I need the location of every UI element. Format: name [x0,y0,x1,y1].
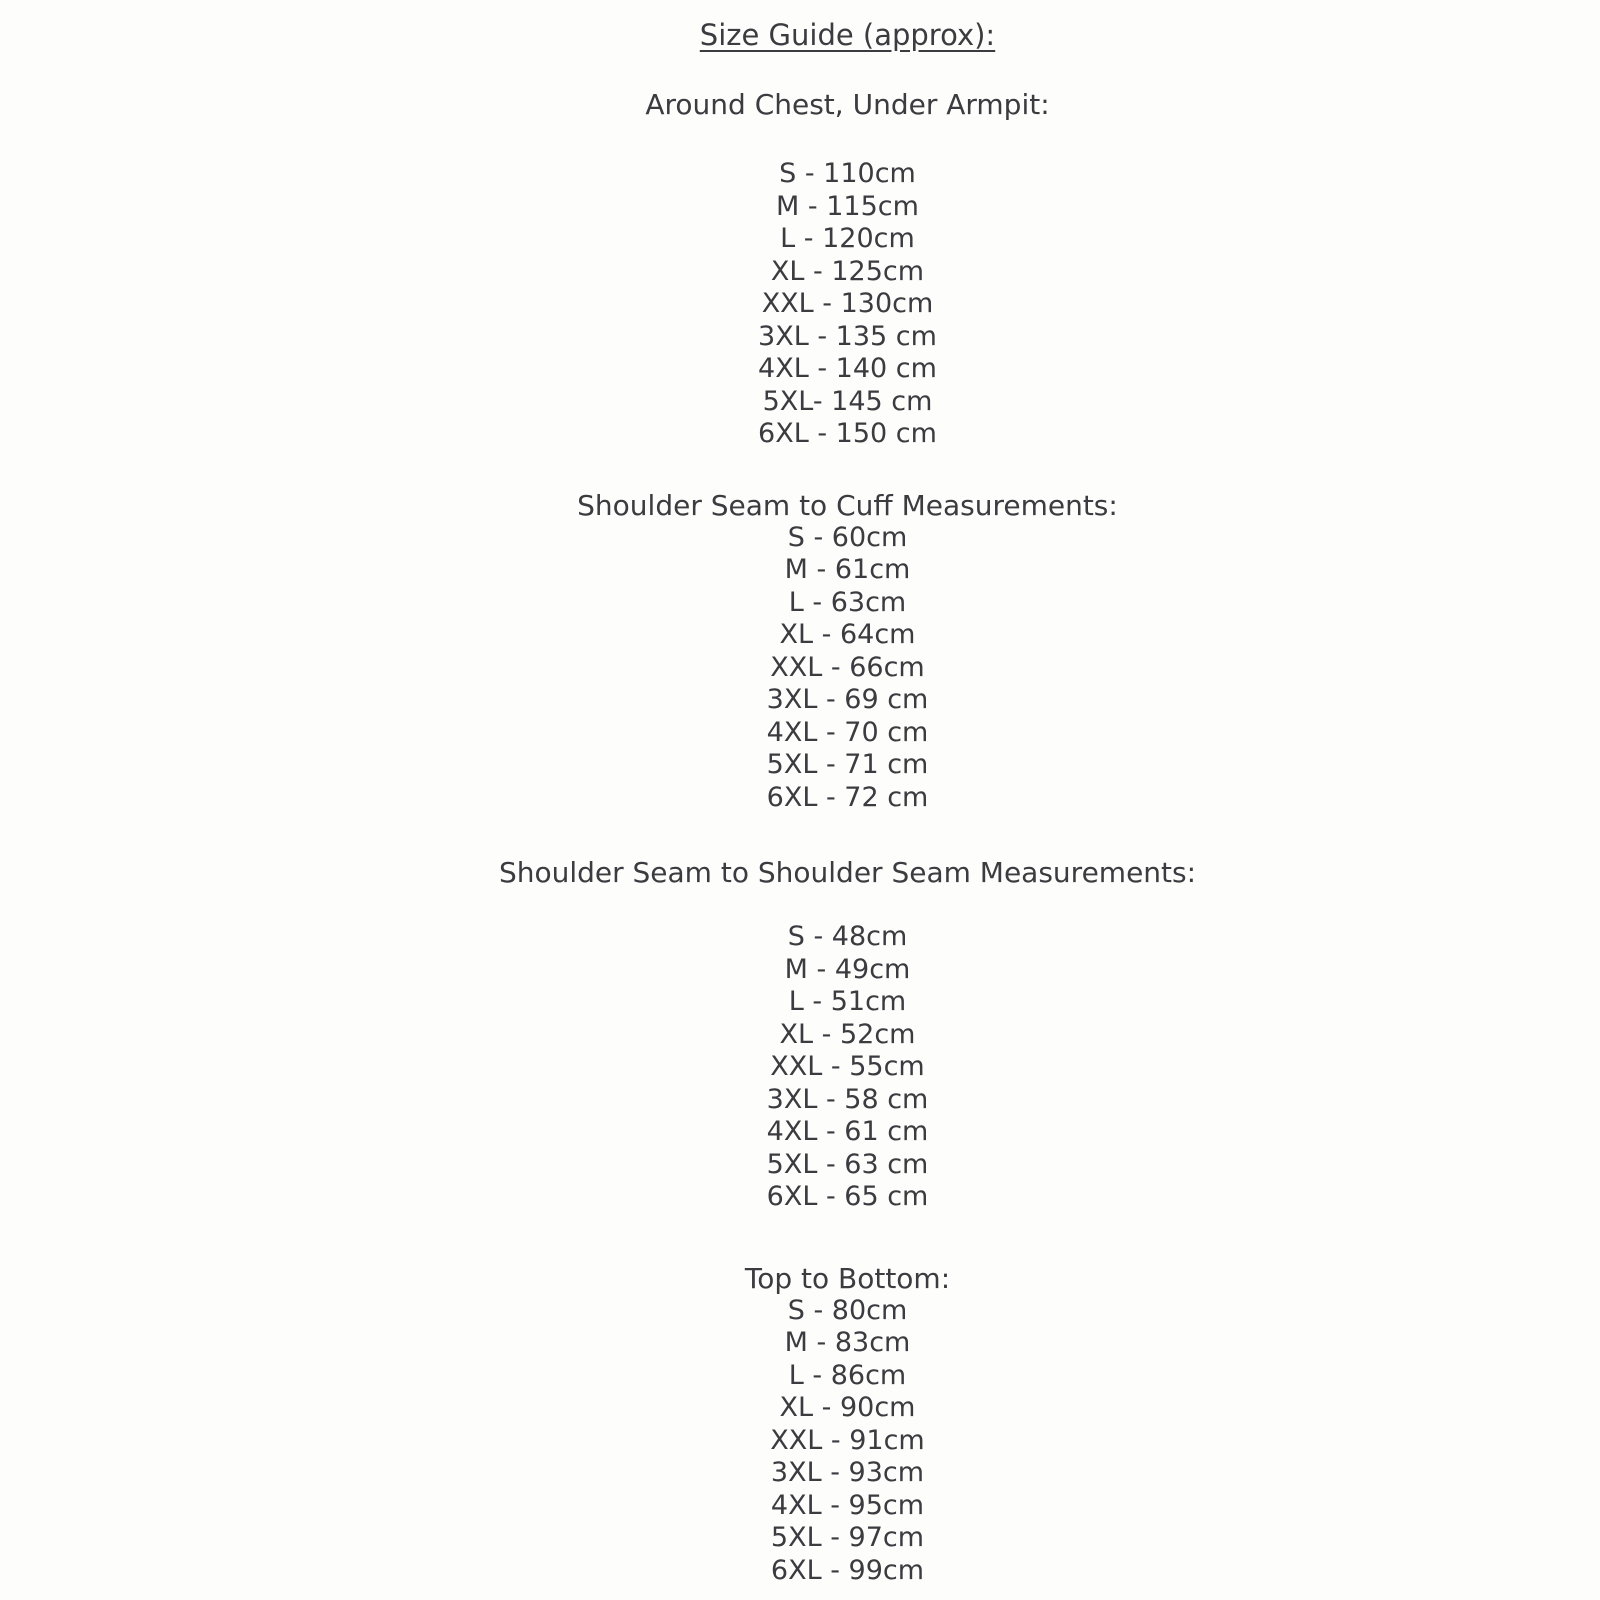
size-row: 6XL - 65 cm [766,1181,929,1212]
size-row: XL - 125cm [770,255,925,287]
size-list-around-chest [95,158,1600,451]
size-row: L - 120cm [780,223,915,254]
page-title: Size Guide (approx): [699,18,996,52]
size-row: M - 61cm [784,554,911,585]
size-row: XXL - 66cm [770,651,925,683]
size-row: 3XL - 135 cm [758,320,937,352]
size-row: M - 115cm [776,190,919,222]
size-list-cuff [95,522,1600,815]
size-row: 6XL - 150 cm [758,418,937,449]
size-row: 3XL - 58 cm [766,1083,929,1115]
size-guide-document [95,0,1600,1587]
section-heading-cuff: Shoulder Seam to Cuff Measurements: [577,488,1118,522]
size-row: XL - 64cm [779,619,916,650]
size-row: 6XL - 72 cm [766,781,929,813]
size-row: 6XL - 99cm [770,1554,925,1586]
section-around-chest [95,88,1600,451]
section-heading-shoulder: Shoulder Seam to Shoulder Seam Measurements: [498,856,1197,889]
size-row: XL - 90cm [779,1392,916,1423]
size-list-length [95,1295,1600,1588]
size-row: S - 80cm [787,1294,908,1326]
size-list-shoulder [95,921,1600,1214]
section-heading-length: Top to Bottom: [744,1261,951,1295]
size-row: S - 48cm [787,921,908,952]
size-row: 3XL - 93cm [770,1457,925,1488]
size-row: XXL - 130cm [761,288,934,319]
section-heading-around-chest: Around Chest, Under Armpit: [645,88,1050,121]
size-row: 3XL - 69 cm [766,684,929,715]
size-row: 4XL - 70 cm [766,716,929,748]
size-row: M - 49cm [784,953,911,985]
size-row: S - 60cm [787,521,908,553]
size-row: XXL - 91cm [770,1424,925,1456]
size-row: S - 110cm [779,158,916,189]
size-row: 4XL - 61 cm [766,1116,929,1147]
size-row: XL - 52cm [779,1018,916,1050]
size-row: L - 51cm [788,986,907,1017]
size-row: L - 86cm [788,1359,907,1391]
size-row: L - 63cm [788,586,907,618]
section-shoulder [95,856,1600,1214]
size-row: 5XL - 63 cm [766,1148,929,1180]
section-cuff [95,489,1600,815]
size-row: M - 83cm [784,1327,911,1358]
size-row: 4XL - 95cm [770,1489,925,1521]
size-row: XXL - 55cm [770,1051,925,1082]
size-row: 5XL- 145 cm [762,385,933,417]
section-length [95,1262,1600,1588]
size-row: 5XL - 97cm [770,1522,925,1553]
size-row: 4XL - 140 cm [758,353,937,384]
size-row: 5XL - 71 cm [766,749,929,780]
